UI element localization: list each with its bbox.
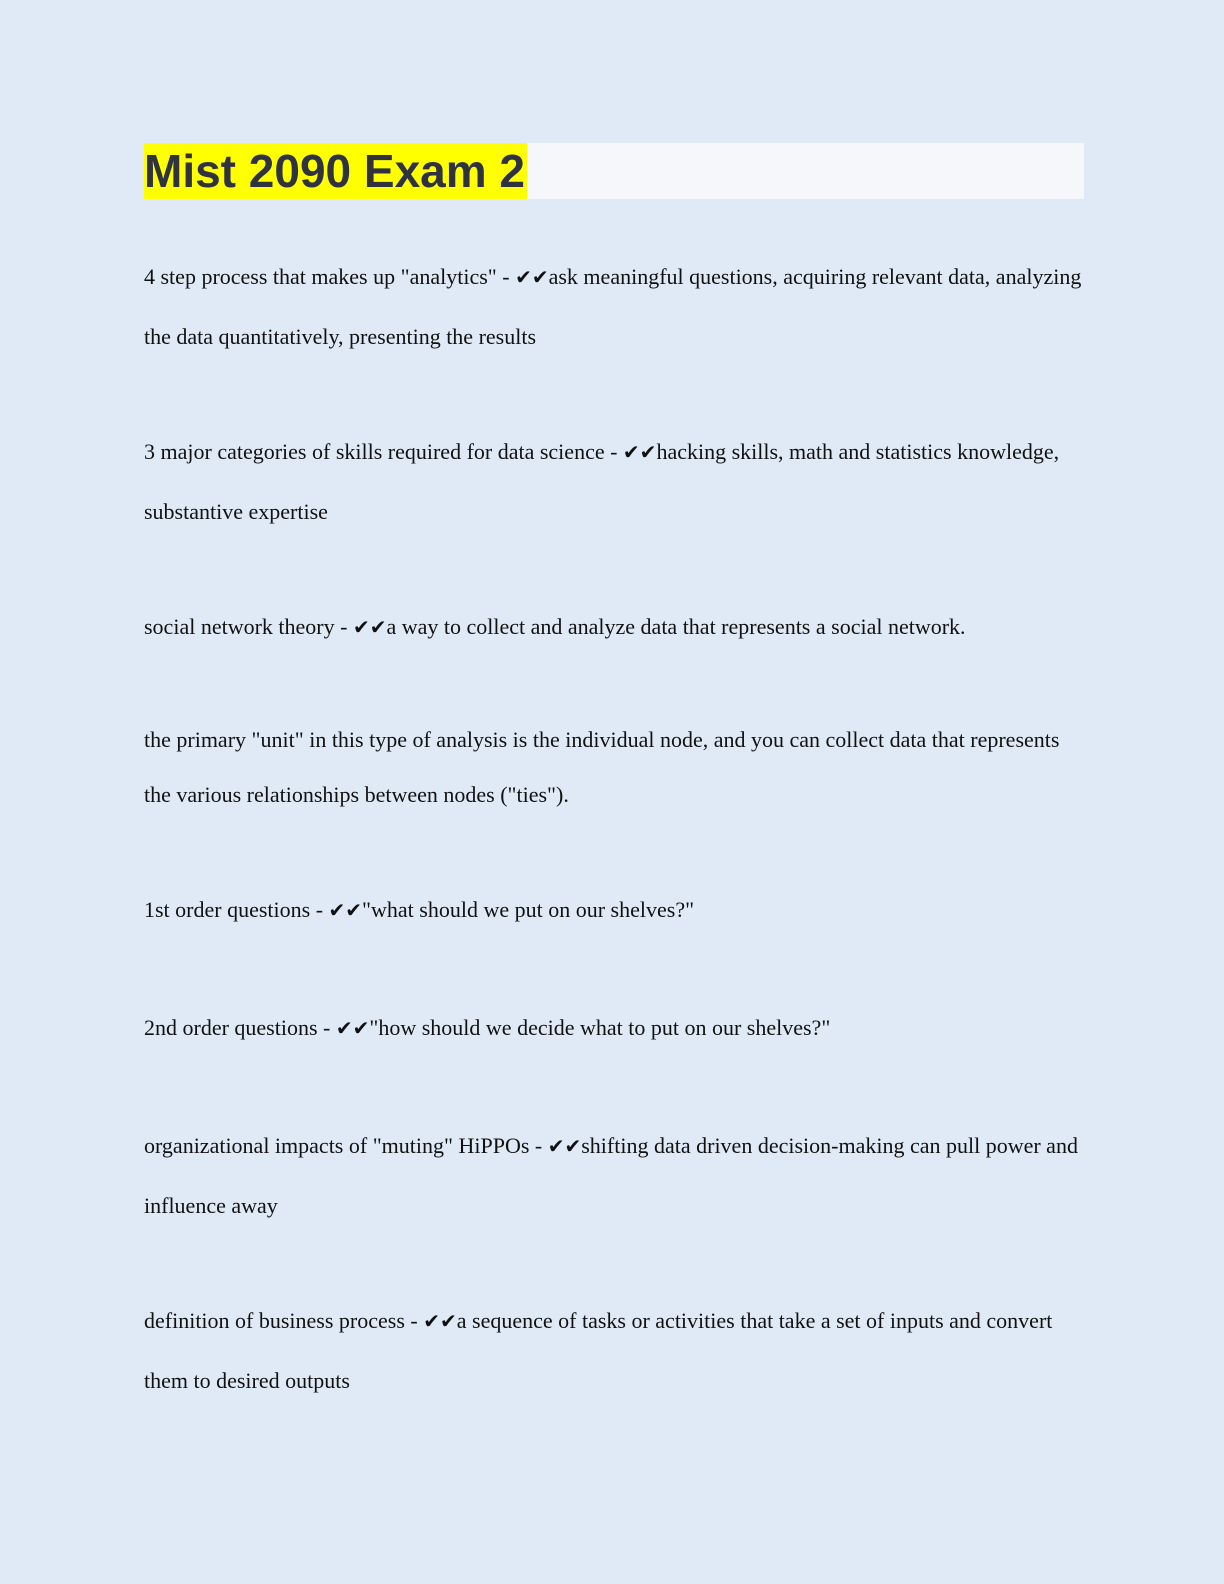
check-mark-icon: ✔✔ — [622, 440, 657, 464]
entry-analytics-process — [144, 247, 1084, 367]
title-bar — [144, 143, 1084, 199]
entry-definition: "what should we put on our shelves?" — [362, 897, 695, 922]
entry-term: organizational impacts of "muting" HiPPOs - — [144, 1133, 548, 1158]
entry-primary-unit — [144, 712, 1084, 822]
check-mark-icon: ✔✔ — [352, 615, 387, 639]
entry-term: social network theory - — [144, 614, 353, 639]
entry-term: 4 step process that makes up "analytics" - — [144, 264, 516, 289]
entry-definition: "how should we decide what to put on our shelves?" — [369, 1015, 831, 1040]
entry-data-science-skills — [144, 422, 1084, 542]
entry-definition: hacking skills, math and statistics knowledge, substantive expertise — [144, 439, 1060, 524]
entry-first-order-questions — [144, 880, 1084, 940]
entry-business-process — [144, 1291, 1084, 1411]
check-mark-icon: ✔✔ — [423, 1309, 457, 1333]
check-mark-icon: ✔✔ — [328, 898, 363, 922]
check-mark-icon: ✔✔ — [515, 265, 549, 289]
entry-definition: shifting data driven decision-making can pull power and influence away — [144, 1133, 1078, 1218]
entry-term: definition of business process - — [144, 1308, 424, 1333]
entry-text: the primary "unit" in this type of analysis is the individual node, and you can collect data that represents the various relationships between nodes ("ties"). — [144, 727, 1060, 807]
entry-definition: ask meaningful questions, acquiring relevant data, analyzing the data quantitatively, presenting the results — [144, 264, 1082, 349]
entry-definition: a sequence of tasks or activities that take a set of inputs and convert them to desired outputs — [144, 1308, 1053, 1393]
entry-term: 3 major categories of skills required for data science - — [144, 439, 623, 464]
document-title: Mist 2090 Exam 2 — [144, 145, 526, 197]
check-mark-icon: ✔✔ — [335, 1016, 370, 1040]
entry-term: 2nd order questions - — [144, 1015, 336, 1040]
entry-social-network-theory — [144, 597, 1084, 657]
document-page — [144, 143, 1084, 1411]
entry-term: 1st order questions - — [144, 897, 329, 922]
entry-list — [144, 247, 1084, 1411]
check-mark-icon: ✔✔ — [547, 1134, 582, 1158]
entry-muting-hippos — [144, 1116, 1084, 1236]
entry-second-order-questions — [144, 998, 1084, 1058]
entry-definition: a way to collect and analyze data that represents a social network. — [386, 614, 966, 639]
